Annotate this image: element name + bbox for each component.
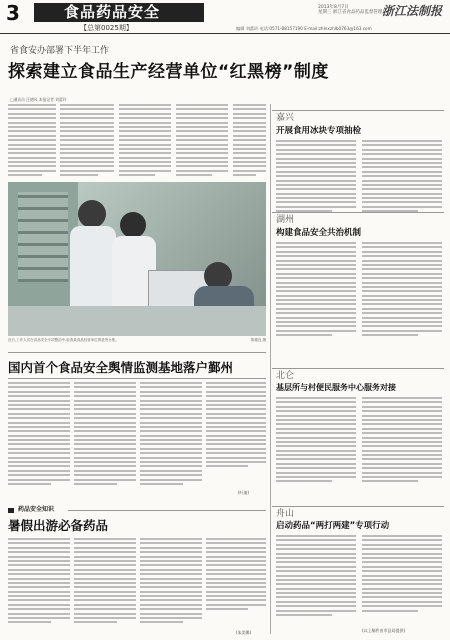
story3-signoff: (朱美娜)	[236, 630, 252, 635]
story2-body-col1	[8, 382, 70, 494]
story2-headline: 国内首个食品安全舆情监测基地落户鄞州	[8, 360, 234, 375]
right-story-region-jiaxing: 嘉兴	[276, 113, 295, 123]
right-story-region-beilun: 北仑	[276, 371, 295, 381]
main-body-col4	[176, 104, 228, 180]
issue-number: 【总第0025期】	[80, 24, 133, 32]
right-story-body-zhoushan-col2	[362, 535, 442, 623]
news-photo	[8, 182, 266, 336]
story3-body-col4	[206, 538, 266, 628]
divider	[8, 352, 266, 353]
divider	[272, 110, 444, 111]
right-story-headline-jiaxing: 开展食用冰块专项抽检	[276, 126, 362, 136]
divider	[8, 378, 266, 379]
section-title: 食品药品安全	[34, 3, 204, 22]
story2-body-col3	[140, 382, 202, 494]
divider	[272, 212, 444, 213]
right-story-body-huzhou-col2	[362, 242, 442, 362]
story3-headline: 暑假出游必备药品	[8, 518, 109, 533]
column-divider	[270, 104, 271, 634]
right-story-headline-beilun: 基层所与村便民服务中心服务对接	[276, 383, 396, 392]
main-body-col1	[8, 104, 56, 180]
main-body-col5	[233, 104, 266, 180]
right-story-region-huzhou: 湖州	[276, 215, 295, 225]
section-marker-icon	[8, 508, 14, 513]
main-kicker: 省食安办部署下半年工作	[10, 46, 110, 56]
page-number: 3	[6, 1, 20, 25]
paper-name-logo: 浙江法制报	[382, 4, 443, 18]
masthead	[0, 0, 450, 34]
story2-signoff: (叶迪)	[238, 490, 250, 495]
divider	[272, 506, 444, 507]
right-story-body-huzhou-col1	[276, 242, 356, 362]
story3-body-col2	[74, 538, 136, 634]
photo-caption-text: 近日,工作人员在食品安全专项整治中,检查某食品经营单位的进货台账。	[8, 338, 119, 342]
story2-body-col4	[206, 382, 266, 494]
divider	[68, 510, 266, 511]
right-story-body-beilun-col1	[276, 397, 356, 501]
main-body-col2	[60, 104, 114, 180]
right-story-headline-zhoushan: 启动药品“两打两建”专项行动	[276, 521, 390, 531]
main-byline: □通讯员 汪德凤 本报记者 刘蕾玲	[10, 97, 67, 102]
divider	[272, 368, 444, 369]
publisher-line: 星期三 浙江省食品药品监督管理局	[318, 10, 387, 15]
right-column-footer-note: (以上稿件由市县局提供)	[362, 628, 406, 633]
right-story-body-beilun-col2	[362, 397, 442, 501]
right-story-headline-huzhou: 构建食品安全共治机制	[276, 228, 362, 238]
editor-contact: 编辑 刘蕾玲 电话:0571-88157190 E-mail:zhlnxzhlb0763@163.com	[236, 26, 372, 31]
date-line: 2013年8月7日	[318, 5, 349, 10]
main-body-col3	[119, 104, 171, 180]
photo-caption	[8, 338, 266, 342]
main-headline: 探索建立食品生产经营单位“红黑榜”制度	[8, 62, 329, 82]
story2-body-col2	[74, 382, 136, 494]
photo-credit: 陈德良 摄	[250, 338, 266, 342]
right-story-region-zhoushan: 舟山	[276, 509, 295, 519]
masthead-rule	[0, 33, 450, 34]
section-box-label: 药品安全知识	[18, 506, 55, 513]
right-story-body-zhoushan-col1	[276, 535, 356, 627]
story3-body-col3	[140, 538, 202, 634]
story3-body-col1	[8, 538, 70, 634]
